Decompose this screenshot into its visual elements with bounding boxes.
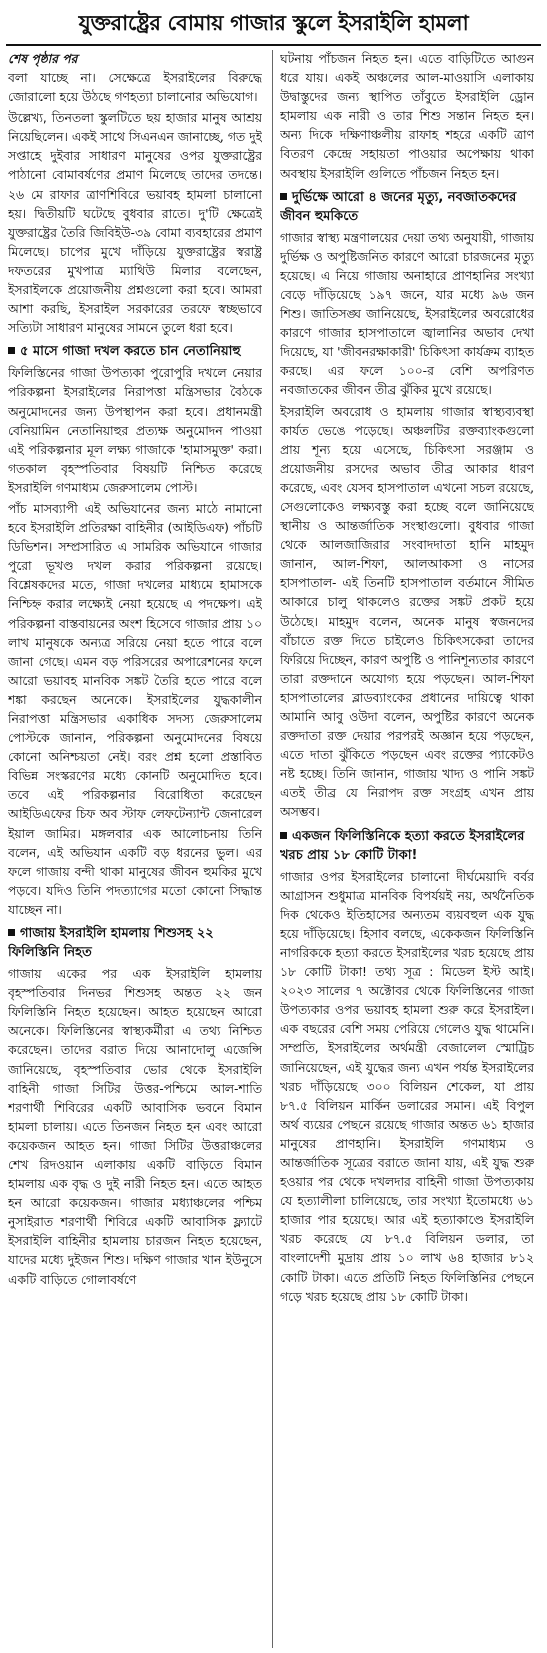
paragraph: উল্লেখ্য, তিনতলা স্কুলটিতে ছয় হাজার মানুষ আশ্রয় নিয়েছিলেন। একই সাথে সিএনএন জানাচ্ছে, গত দুই সপ্তাহে দুইবার সাধারণ মানুষের ওপর যুক্তরাষ্ট্রের পাঠানো বোমাবর্ষণের প্রমাণ মিলেছে তাদের তদন্তে। ২৬ মে রাফার ত্রাণশিবিরে ভয়াবহ হামলা চালানো হয়। দ্বিতীয়টি ঘটেছে বুধবার রাতে। দু'টি ক্ষেত্রেই যুক্তরাষ্ট্রের তৈরি জিবিইউ-৩৯ বোমা ব্যবহারের প্রমাণ মিলেছে। চাপের মুখে দাঁড়িয়ে যুক্তরাষ্ট্রের স্বরাষ্ট্র দফতরের মুখপাত্র ম্যাথিউ মিলার বলেছেন, ইসরাইলকে প্রয়োজনীয় প্রশ্নগুলো করা হবে। আমরা আশা করছি, ইসরাইল সরকারের তরফে স্বচ্ছভাবে সত্যিটা সাধারণ মানুষের সামনে তুলে ধরা হবে।: [8, 111, 262, 336]
left-column: [8, 50, 262, 1648]
subheading-text: দুর্ভিক্ষে আরো ৪ জনের মৃত্যু, নবজাতকদের জীবন হুমকিতে: [280, 189, 517, 224]
paragraph: বলা যাচ্ছে না। সেক্ষেত্রে ইসরাইলের বিরুদ্ধে জোরালো হয়ে উঠছে গণহত্যা চালানোর অভিযোগ।: [8, 71, 262, 105]
subheading-text: ৫ মাসে গাজা দখল করতে চান নেতানিয়াহু: [20, 344, 241, 360]
subheading: [280, 827, 534, 865]
subheading: [8, 924, 262, 962]
square-bullet-icon: [280, 193, 287, 200]
paragraph: গাজার স্বাস্থ্য মন্ত্রণালয়ের দেয়া তথ্য অনুযায়ী, গাজায় দুর্ভিক্ষ ও অপুষ্টিজনিত কারণে আরো চারজনের মৃত্যু হয়েছে। এ নিয়ে গাজায় অনাহারে প্রাণহানির সংখ্যা বেড়ে দাঁড়িয়েছে ১৯৭ জনে, যার মধ্যে ৯৬ জন শিশু। জাতিসঙ্ঘ জানিয়েছে, ইসরাইলের অবরোধের কারণে গাজার হাসপাতালে জ্বালানির অভাব দেখা দিয়েছে, যা 'জীবনরক্ষাকারী' চিকিৎসা কার্যক্রম ব্যাহত করছে। এর ফলে ১০০-র বেশি অপরিণত নবজাতকের জীবন তীব্র ঝুঁকির মুখে রয়েছে।: [280, 230, 534, 398]
column-divider: [272, 50, 273, 1648]
right-column: [280, 50, 534, 1648]
subheading-text: একজন ফিলিস্তিনিকে হত্যা করতে ইসরাইলের খরচ প্রায় ১৮ কোটি টাকা!: [280, 828, 525, 863]
headline-rule: [6, 44, 541, 46]
subheading: [280, 188, 534, 226]
subheading-text: গাজায় ইসরাইলি হামলায় শিশুসহ ২২ ফিলিস্তিনি নিহত: [8, 926, 214, 961]
paragraph: গাজার ওপর ইসরাইলের চালানো দীর্ঘমেয়াদি বর্বর আগ্রাসন শুধুমাত্র মানবিক বিপর্যয়ই নয়, অর্থনৈতিক দিক থেকেও ইতিহাসের অন্যতম ব্যয়বহুল এক যুদ্ধ হয়ে দাঁড়িয়েছে। হিসাব বলছে, একেকজন ফিলিস্তিনি নাগরিককে হত্যা করতে ইসরাইলের খরচ হয়েছে প্রায় ১৮ কোটি টাকা! তথ্য সূত্র : মিডেল ইস্ট আই। ২০২৩ সালের ৭ অক্টোবর থেকে ফিলিস্তিনের গাজা উপত্যকার ওপর ভয়াবহ হামলা শুরু করে ইসরাইল। এক বছরের বেশি সময় পেরিয়ে গেলেও যুদ্ধ থামেনি। সম্প্রতি, ইসরাইলের অর্থমন্ত্রী বেজালেল স্মোট্রিচ জানিয়েছেন, এই যুদ্ধের জন্য এখন পর্যন্ত ইসরাইলের খরচ দাঁড়িয়েছে ৩০০ বিলিয়ন শেকেল, যা প্রায় ৮৭.৫ বিলিয়ন মার্কিন ডলারের সমান। এই বিপুল অর্থ ব্যয়ের পেছনে রয়েছে গাজার অন্তত ৬১ হাজার মানুষের প্রাণহানি। ইসরাইলি গণমাধ্যম ও আন্তর্জাতিক সূত্রের বরাতে জানা যায়, এই যুদ্ধ শুরু হওয়ার পর থেকে দখলদার বাহিনী গাজা উপত্যকায় যে হত্যালীলা চালিয়েছে, তার সংখ্যা ইতোমধ্যে ৬১ হাজার পার হয়েছে। আর এই হত্যাকাণ্ডে ইসরাইলি খরচ করেছে যে ৮৭.৫ বিলিয়ন ডলার, তা বাংলাদেশী মুদ্রায় প্রায় ১০ লাখ ৬৪ হাজার ৮১২ কোটি টাকা। এতে প্রতিটি নিহত ফিলিস্তিনির পেছনে গড়ে খরচ হয়েছে প্রায় ১৮ কোটি টাকা।: [280, 869, 534, 1304]
square-bullet-icon: [280, 832, 287, 839]
paragraph: ফিলিস্তিনের গাজা উপত্যকা পুরোপুরি দখলে নেয়ার পরিকল্পনা ইসরাইলের নিরাপত্তা মন্ত্রিসভার বৈঠকে অনুমোদনের জন্য উপস্থাপন করা হবে। প্রধানমন্ত্রী বেনিয়ামিন নেতানিয়াহুর প্রত্যক্ষ অনুমোদন পাওয়া এই পরিকল্পনার মূল লক্ষ্য গাজাকে 'হামাসমুক্ত' করা। গতকাল বৃহস্পতিবার বিষয়টি নিশ্চিত করেছে ইসরাইলি গণমাধ্যম জেরুসালেম পোস্ট।: [8, 366, 262, 495]
continued-label: শেষ পৃষ্ঠার পর: [8, 52, 78, 66]
headline: যুক্তরাষ্ট্রের বোমায় গাজার স্কুলে ইসরাইলি হামলা: [78, 11, 469, 35]
square-bullet-icon: [8, 929, 15, 936]
paragraph: পাঁচ মাসব্যাপী এই অভিযানের জন্য মাঠে নামানো হবে ইসরাইলি প্রতিরক্ষা বাহিনীর (আইডিএফ) পাঁচটি ডিভিশন। সম্প্রসারিত এ সামরিক অভিযানে গাজার পুরো ভূখণ্ড দখল করার পরিকল্পনা রয়েছে। বিশ্লেষকদের মতে, গাজা দখলের মাধ্যমে হামাসকে নিশ্চিহ্ন করার লক্ষ্যেই নেয়া হয়েছে এ পদক্ষেপ। এই পরিকল্পনা বাস্তবায়নের অংশ হিসেবে গাজার প্রায় ১০ লাখ মানুষকে অন্যত্র সরিয়ে নেয়া হতে পারে বলে জানা গেছে। এমন বড় পরিসরের অপারেশনের ফলে আরো ভয়াবহ মানবিক সঙ্কট তৈরি হতে পারে বলে শঙ্কা করছেন অনেকে। ইসরাইলের যুদ্ধকালীন নিরাপত্তা মন্ত্রিসভার একাধিক সদস্য জেরুসালেম পোস্টকে জানান, পরিকল্পনা অনুমোদনের বিষয়ে কোনো অনিশ্চয়তা নেই। বরং প্রশ্ন হলো প্রস্তাবিত বিভিন্ন সংস্করণের মধ্যে কোনটি অনুমোদিত হবে। তবে এই পরিকল্পনার বিরোধিতা করেছেন আইডিএফের চিফ অব স্টাফ লেফটেন্যান্ট জেনারেল ইয়াল জামির। মঙ্গলবার এক আলোচনায় তিনি বলেন, এই অভিযান একটি বড় ধরনের ভুল। এর ফলে গাজায় বন্দী থাকা মানুষের জীবন হুমকির মুখে পড়বে। যদিও তিনি পদত্যাগের মতো কোনো সিদ্ধান্ত যাচ্ছেন না।: [8, 501, 262, 917]
subheading: [8, 342, 262, 361]
paragraph: ইসরাইলি অবরোধ ও হামলায় গাজার স্বাস্থ্যব্যবস্থা কার্যত ভেঙে পড়েছে। অঞ্চলটির রক্তব্যাংকগুলো প্রায় শূন্য হয়ে এসেছে, চিকিৎসা সরঞ্জাম ও প্রয়োজনীয় রসদের অভাব তীব্র আকার ধারণ করেছে, এবং যেসব হাসপাতাল এখনো সচল রয়েছে, সেগুলোকেও লক্ষ্যবস্তু করা হচ্ছে বলে জানিয়েছে স্থানীয় ও আন্তর্জাতিক সংস্থাগুলো। বুধবার গাজা থেকে আলজাজিরার সংবাদদাতা হানি মাহমুদ জানান, আল-শিফা, আলআকসা ও নাসের হাসপাতাল- এই তিনটি হাসপাতাল বর্তমানে সীমিত আকারে চালু থাকলেও রক্তের সঙ্কট প্রকট হয়ে উঠেছে। মাহমুদ বলেন, অনেক মানুষ স্বজনদের বাঁচাতে রক্ত দিতে চাইলেও চিকিৎসকেরা তাদের ফিরিয়ে দিচ্ছেন, কারণ অপুষ্টি ও পানিশূন্যতার কারণে তারা রক্তদানে অযোগ্য হয়ে পড়ছেন। আল-শিফা হাসপাতালের ব্লাডব্যাংকের প্রধানের দায়িত্বে থাকা আমানি আবু ওউদা বলেন, অপুষ্টির কারণে অনেক রক্তদাতা রক্ত দেয়ার পরপরই অজ্ঞান হয়ে পড়ছেন, এতে দাতা ঝুঁকিতে পড়ছেন এবং রক্তের প্যাকেটও নষ্ট হচ্ছে। তিনি জানান, গাজায় খাদ্য ও পানি সঙ্কট এতই তীব্র যে নিরাপদ রক্ত সংগ্রহ এখন প্রায় অসম্ভব।: [280, 404, 534, 820]
paragraph: ঘটনায় পাঁচজন নিহত হন। এতে বাড়িটিতে আগুন ধরে যায়। একই অঞ্চলের আল-মাওয়াসি এলাকায় উদ্বাস্তুদের জন্য স্থাপিত তাঁবুতে ইসরাইলি ড্রোন হামলায় এক নারী ও তার শিশু সন্তান নিহত হন। অন্য দিকে দক্ষিণাঞ্চলীয় রাফাহ শহরে একটি ত্রাণ বিতরণ কেন্দ্রে সহায়তা পাওয়ার অপেক্ষায় থাকা অবস্থায় ইসরাইলি গুলিতে পাঁচজন নিহত হন।: [280, 52, 534, 181]
square-bullet-icon: [8, 347, 15, 354]
paragraph: গাজায় একের পর এক ইসরাইলি হামলায় বৃহস্পতিবার দিনভর শিশুসহ অন্তত ২২ জন ফিলিস্তিনি নিহত হয়েছেন। আহত হয়েছেন আরো অনেকে। ফিলিস্তিনের স্বাস্থ্যকর্মীরা এ তথ্য নিশ্চিত করেছেন। তাদের বরাত দিয়ে আনাদোলু এজেন্সি জানিয়েছে, বৃহস্পতিবার ভোর থেকে ইসরাইলি বাহিনী গাজা সিটির উত্তর-পশ্চিমে আল-শাতি শরণার্থী শিবিরের একটি আবাসিক ভবনে বিমান হামলা চালায়। এতে তিনজন নিহত হন এবং আরো কয়েকজন আহত হন। গাজা সিটির উত্তরাঞ্চলের শেখ রিদওয়ান এলাকায় একটি বাড়িতে বিমান হামলায় এক বৃদ্ধ ও দুই নারী নিহত হন। এতে আহত হন আরো কয়েকজন। গাজার মধ্যাঞ্চলের পশ্চিম নুসাইরাত শরণার্থী শিবিরে একটি আবাসিক ফ্ল্যাটে ইসরাইলি বাহিনীর হামলায় চারজন নিহত হয়েছেন, যাদের মধ্যে দুইজন শিশু। দক্ষিণ গাজার খান ইউনুসে একটি বাড়িতে গোলাবর্ষণে: [8, 967, 262, 1287]
